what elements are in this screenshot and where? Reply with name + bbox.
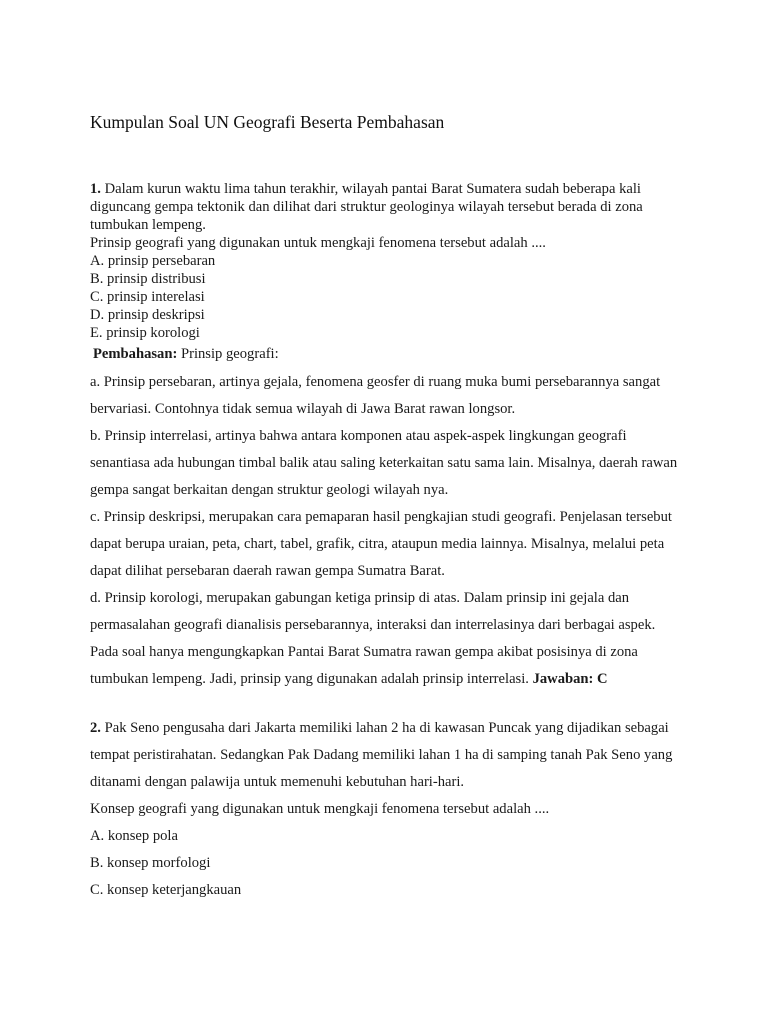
question-2-prompt: Konsep geografi yang digunakan untuk mengkaji fenomena tersebut adalah .... — [90, 801, 550, 817]
question-1-option-b: B. prinsip distribusi — [90, 271, 206, 287]
question-2-option-b: B. konsep morfologi — [90, 855, 211, 871]
discussion-point-c: c. Prinsip deskripsi, merupakan cara pemaparan hasil pengkajian studi geografi. Penjelasan tersebut dapat berupa uraian, peta, chart, tabel, grafik, citra, ataupun media lainnya. Misalnya, melalui peta dapat dilihat persebaran daerah rawan gempa Sumatra Barat. — [90, 509, 672, 579]
question-1-body: Dalam kurun waktu lima tahun terakhir, wilayah pantai Barat Sumatera sudah beberapa kali diguncang gempa tektonik dan dilihat dari struktur geologinya wilayah tersebut berada di zona tumbukan lempeng. — [90, 181, 643, 233]
question-1-option-d: D. prinsip deskripsi — [90, 307, 205, 323]
discussion-point-b: b. Prinsip interrelasi, artinya bahwa antara komponen atau aspek-aspek lingkungan geografi senantiasa ada hubungan timbal balik atau saling keterkaitan satu sama lain. Misalnya, daerah rawan gempa sangat berkaitan dengan struktur geologi wilayah nya. — [90, 428, 678, 498]
question-1-option-a: A. prinsip persebaran — [90, 253, 216, 269]
discussion-conclusion — [90, 639, 680, 693]
question-1-option-e: E. prinsip korologi — [90, 325, 200, 341]
question-1-text — [90, 180, 680, 234]
document-page — [90, 0, 690, 1024]
question-1-prompt: Prinsip geografi yang digunakan untuk mengkaji fenomena tersebut adalah .... — [90, 235, 546, 251]
document-title: Kumpulan Soal UN Geografi Beserta Pembahasan — [90, 112, 445, 132]
question-2-option-a: A. konsep pola — [90, 828, 178, 844]
discussion-point-a: a. Prinsip persebaran, artinya gejala, fenomena geosfer di ruang muka bumi persebarannya sangat bervariasi. Contohnya tidak semua wilayah di Jawa Barat rawan longsor. — [90, 374, 661, 417]
question-2-number: 2. — [90, 720, 101, 736]
question-2-text — [90, 715, 680, 796]
question-1-discussion — [90, 369, 680, 693]
discussion-intro: Prinsip geografi: — [177, 346, 279, 362]
discussion-label: Pembahasan: — [93, 346, 178, 362]
discussion-point-d: d. Prinsip korologi, merupakan gabungan ketiga prinsip di atas. Dalam prinsip ini gejala dan permasalahan geografi dianalisis persebarannya, interaksi dan interrelasinya dari berbagai aspek. — [90, 590, 656, 633]
question-2 — [90, 715, 680, 904]
question-2-option-c: C. konsep keterjangkauan — [90, 882, 242, 898]
question-1-discussion-heading — [93, 345, 279, 363]
answer-label: Jawaban: C — [532, 671, 608, 687]
question-1-option-c: C. prinsip interelasi — [90, 289, 205, 305]
question-2-body: Pak Seno pengusaha dari Jakarta memiliki lahan 2 ha di kawasan Puncak yang dijadikan sebagai tempat peristirahatan. Sedangkan Pak Dadang memiliki lahan 1 ha di samping tanah Pak Seno yang ditanami dengan palawija untuk memenuhi kebutuhan hari-hari. — [90, 720, 673, 790]
question-1 — [90, 180, 680, 342]
question-1-number: 1. — [90, 181, 101, 197]
conclusion-text: Pada soal hanya mengungkapkan Pantai Barat Sumatra rawan gempa akibat posisinya di zona tumbukan lempeng. Jadi, prinsip yang digunakan adalah prinsip interrelasi. — [90, 644, 638, 687]
